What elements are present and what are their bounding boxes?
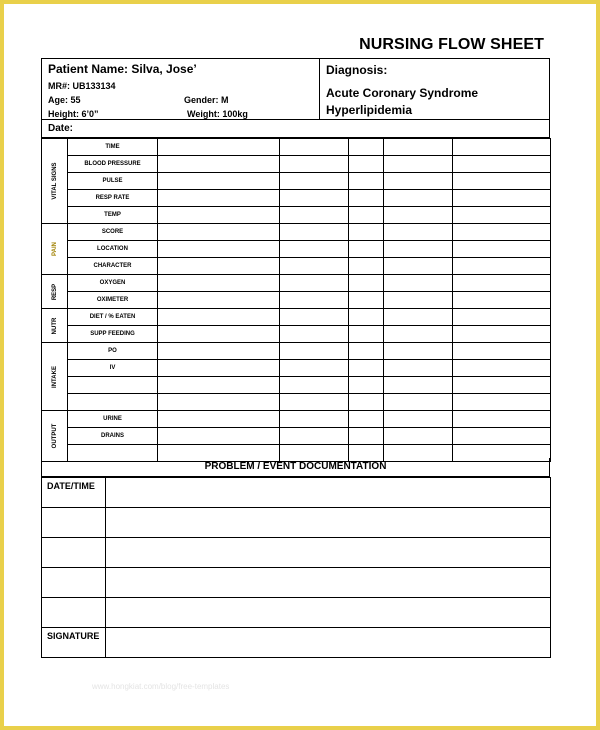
row-label: OXYGEN	[68, 275, 158, 292]
patient-weight: Weight: 100kg	[187, 109, 248, 119]
entry-cell[interactable]	[349, 309, 384, 326]
entry-cell[interactable]	[349, 224, 384, 241]
entry-cell[interactable]	[280, 156, 349, 173]
category-cell	[42, 224, 68, 275]
entry-cell[interactable]	[158, 275, 280, 292]
entry-cell[interactable]	[453, 207, 551, 224]
documentation-row	[42, 508, 551, 538]
grid-row	[42, 139, 551, 156]
category-label: RESP	[51, 283, 58, 300]
documentation-row	[42, 538, 551, 568]
row-label: PO	[68, 343, 158, 360]
entry-cell[interactable]	[453, 224, 551, 241]
documentation-row	[42, 568, 551, 598]
grid-row	[42, 224, 551, 241]
patient-name: Patient Name: Silva, Jose’	[48, 62, 197, 76]
entry-cell[interactable]	[158, 360, 280, 377]
entry-cell[interactable]	[384, 292, 453, 309]
entry-cell[interactable]	[453, 343, 551, 360]
entry-cell[interactable]	[384, 428, 453, 445]
document-title: NURSING FLOW SHEET	[359, 36, 544, 53]
patient-age: Age: 55	[48, 95, 81, 105]
entry-cell[interactable]	[158, 258, 280, 275]
row-label: TIME	[68, 139, 158, 156]
grid-row	[42, 326, 551, 343]
category-label: VITAL SIGNS	[51, 162, 58, 200]
entry-cell[interactable]	[158, 241, 280, 258]
patient-gender: Gender: M	[184, 95, 229, 105]
grid-row	[42, 292, 551, 309]
entry-cell[interactable]	[349, 428, 384, 445]
entry-cell[interactable]	[349, 326, 384, 343]
grid-row	[42, 173, 551, 190]
doc-label-cell	[42, 508, 106, 538]
patient-info-box	[42, 59, 320, 119]
entry-cell[interactable]	[158, 139, 280, 156]
entry-cell[interactable]	[384, 360, 453, 377]
row-label: DRAINS	[68, 428, 158, 445]
entry-cell[interactable]	[158, 326, 280, 343]
row-label: SCORE	[68, 224, 158, 241]
entry-cell[interactable]	[280, 190, 349, 207]
entry-cell[interactable]	[158, 411, 280, 428]
category-label: NUTR	[51, 317, 58, 334]
entry-cell[interactable]	[280, 411, 349, 428]
entry-cell[interactable]	[349, 394, 384, 411]
entry-cell[interactable]	[280, 326, 349, 343]
diagnosis-label: Diagnosis:	[326, 63, 388, 77]
date-time-label: DATE/TIME	[42, 478, 106, 508]
grid-row	[42, 394, 551, 411]
entry-cell[interactable]	[384, 343, 453, 360]
entry-cell[interactable]	[158, 173, 280, 190]
doc-label-cell	[42, 568, 106, 598]
entry-cell[interactable]	[453, 275, 551, 292]
watermark-text: www.hongkiat.com/blog/free-templates	[92, 682, 230, 691]
entry-cell[interactable]	[384, 207, 453, 224]
entry-cell[interactable]	[349, 190, 384, 207]
grid-row	[42, 309, 551, 326]
entry-cell[interactable]	[280, 377, 349, 394]
row-label: SUPP FEEDING	[68, 326, 158, 343]
entry-cell[interactable]	[349, 207, 384, 224]
entry-cell[interactable]	[384, 224, 453, 241]
documentation-entry[interactable]	[106, 478, 551, 508]
entry-cell[interactable]	[453, 292, 551, 309]
category-label: PAIN	[51, 242, 58, 256]
entry-cell[interactable]	[453, 190, 551, 207]
entry-cell[interactable]	[158, 292, 280, 309]
entry-cell[interactable]	[280, 173, 349, 190]
entry-cell[interactable]	[158, 224, 280, 241]
entry-cell[interactable]	[349, 241, 384, 258]
category-cell	[42, 343, 68, 411]
entry-cell[interactable]	[158, 377, 280, 394]
entry-cell[interactable]	[280, 207, 349, 224]
doc-label-cell	[42, 538, 106, 568]
diagnosis-line-1: Acute Coronary Syndrome	[326, 86, 479, 100]
entry-cell[interactable]	[280, 258, 349, 275]
entry-cell[interactable]	[384, 394, 453, 411]
grid-row	[42, 156, 551, 173]
entry-cell[interactable]	[384, 377, 453, 394]
medical-record-number: MR#: UB133134	[48, 81, 116, 91]
entry-cell[interactable]	[384, 190, 453, 207]
entry-cell[interactable]	[349, 139, 384, 156]
entry-cell[interactable]	[384, 173, 453, 190]
grid-row	[42, 241, 551, 258]
row-label: BLOOD PRESSURE	[68, 156, 158, 173]
entry-cell[interactable]	[280, 292, 349, 309]
category-cell	[42, 309, 68, 343]
entry-cell[interactable]	[349, 292, 384, 309]
entry-cell[interactable]	[280, 139, 349, 156]
documentation-entry[interactable]	[106, 538, 551, 568]
row-label: LOCATION	[68, 241, 158, 258]
entry-cell[interactable]	[280, 343, 349, 360]
entry-cell[interactable]	[453, 360, 551, 377]
documentation-entry[interactable]	[106, 628, 551, 658]
row-label: CHARACTER	[68, 258, 158, 275]
category-cell	[42, 139, 68, 224]
flow-sheet-page	[4, 4, 596, 726]
row-label	[68, 377, 158, 394]
entry-cell[interactable]	[453, 309, 551, 326]
entry-cell[interactable]	[384, 326, 453, 343]
date-row	[41, 120, 550, 138]
entry-cell[interactable]	[453, 326, 551, 343]
entry-cell[interactable]	[349, 343, 384, 360]
entry-cell[interactable]	[158, 394, 280, 411]
entry-cell[interactable]	[384, 258, 453, 275]
entry-cell[interactable]	[349, 156, 384, 173]
patient-height: Height: 6’0”	[48, 109, 99, 119]
entry-cell[interactable]	[384, 139, 453, 156]
entry-cell[interactable]	[384, 411, 453, 428]
category-cell	[42, 411, 68, 462]
row-label	[68, 394, 158, 411]
grid-row	[42, 360, 551, 377]
documentation-table	[41, 477, 551, 658]
row-label: PULSE	[68, 173, 158, 190]
entry-cell[interactable]	[453, 258, 551, 275]
entry-cell[interactable]	[349, 360, 384, 377]
diagnosis-line-2: Hyperlipidemia	[326, 103, 413, 117]
entry-cell[interactable]	[158, 309, 280, 326]
row-label: DIET / % EATEN	[68, 309, 158, 326]
documentation-entry[interactable]	[106, 568, 551, 598]
category-label: INTAKE	[51, 365, 58, 388]
entry-cell[interactable]	[453, 377, 551, 394]
documentation-row	[42, 598, 551, 628]
entry-cell[interactable]	[280, 309, 349, 326]
grid-row	[42, 275, 551, 292]
row-label: RESP RATE	[68, 190, 158, 207]
grid-row	[42, 343, 551, 360]
entry-cell[interactable]	[349, 258, 384, 275]
entry-cell[interactable]	[453, 139, 551, 156]
documentation-row	[42, 628, 551, 658]
grid-row	[42, 428, 551, 445]
patient-header	[41, 58, 550, 120]
signature-label: SIGNATURE	[42, 628, 106, 658]
entry-cell[interactable]	[158, 343, 280, 360]
entry-cell[interactable]	[453, 156, 551, 173]
entry-cell[interactable]	[158, 156, 280, 173]
entry-cell[interactable]	[158, 207, 280, 224]
documentation-entry[interactable]	[106, 508, 551, 538]
doc-label-cell	[42, 598, 106, 628]
entry-cell[interactable]	[384, 309, 453, 326]
category-label: OUTPUT	[51, 423, 58, 449]
assessment-grid	[41, 138, 551, 462]
entry-cell[interactable]	[280, 360, 349, 377]
grid-row	[42, 190, 551, 207]
problem-documentation-header: PROBLEM / EVENT DOCUMENTATION	[41, 458, 550, 477]
entry-cell[interactable]	[453, 411, 551, 428]
entry-cell[interactable]	[349, 411, 384, 428]
entry-cell[interactable]	[453, 394, 551, 411]
entry-cell[interactable]	[280, 275, 349, 292]
entry-cell[interactable]	[384, 275, 453, 292]
row-label: TEMP	[68, 207, 158, 224]
row-label: OXIMETER	[68, 292, 158, 309]
entry-cell[interactable]	[453, 173, 551, 190]
documentation-entry[interactable]	[106, 598, 551, 628]
row-label: IV	[68, 360, 158, 377]
grid-row	[42, 258, 551, 275]
entry-cell[interactable]	[280, 394, 349, 411]
grid-row	[42, 411, 551, 428]
entry-cell[interactable]	[349, 173, 384, 190]
entry-cell[interactable]	[280, 428, 349, 445]
entry-cell[interactable]	[384, 241, 453, 258]
entry-cell[interactable]	[384, 156, 453, 173]
category-cell	[42, 275, 68, 309]
entry-cell[interactable]	[280, 224, 349, 241]
grid-row	[42, 377, 551, 394]
entry-cell[interactable]	[158, 190, 280, 207]
entry-cell[interactable]	[453, 241, 551, 258]
entry-cell[interactable]	[349, 275, 384, 292]
date-label: Date:	[48, 123, 74, 134]
entry-cell[interactable]	[158, 428, 280, 445]
entry-cell[interactable]	[280, 241, 349, 258]
entry-cell[interactable]	[453, 428, 551, 445]
row-label: URINE	[68, 411, 158, 428]
documentation-row	[42, 478, 551, 508]
entry-cell[interactable]	[349, 377, 384, 394]
grid-row	[42, 207, 551, 224]
